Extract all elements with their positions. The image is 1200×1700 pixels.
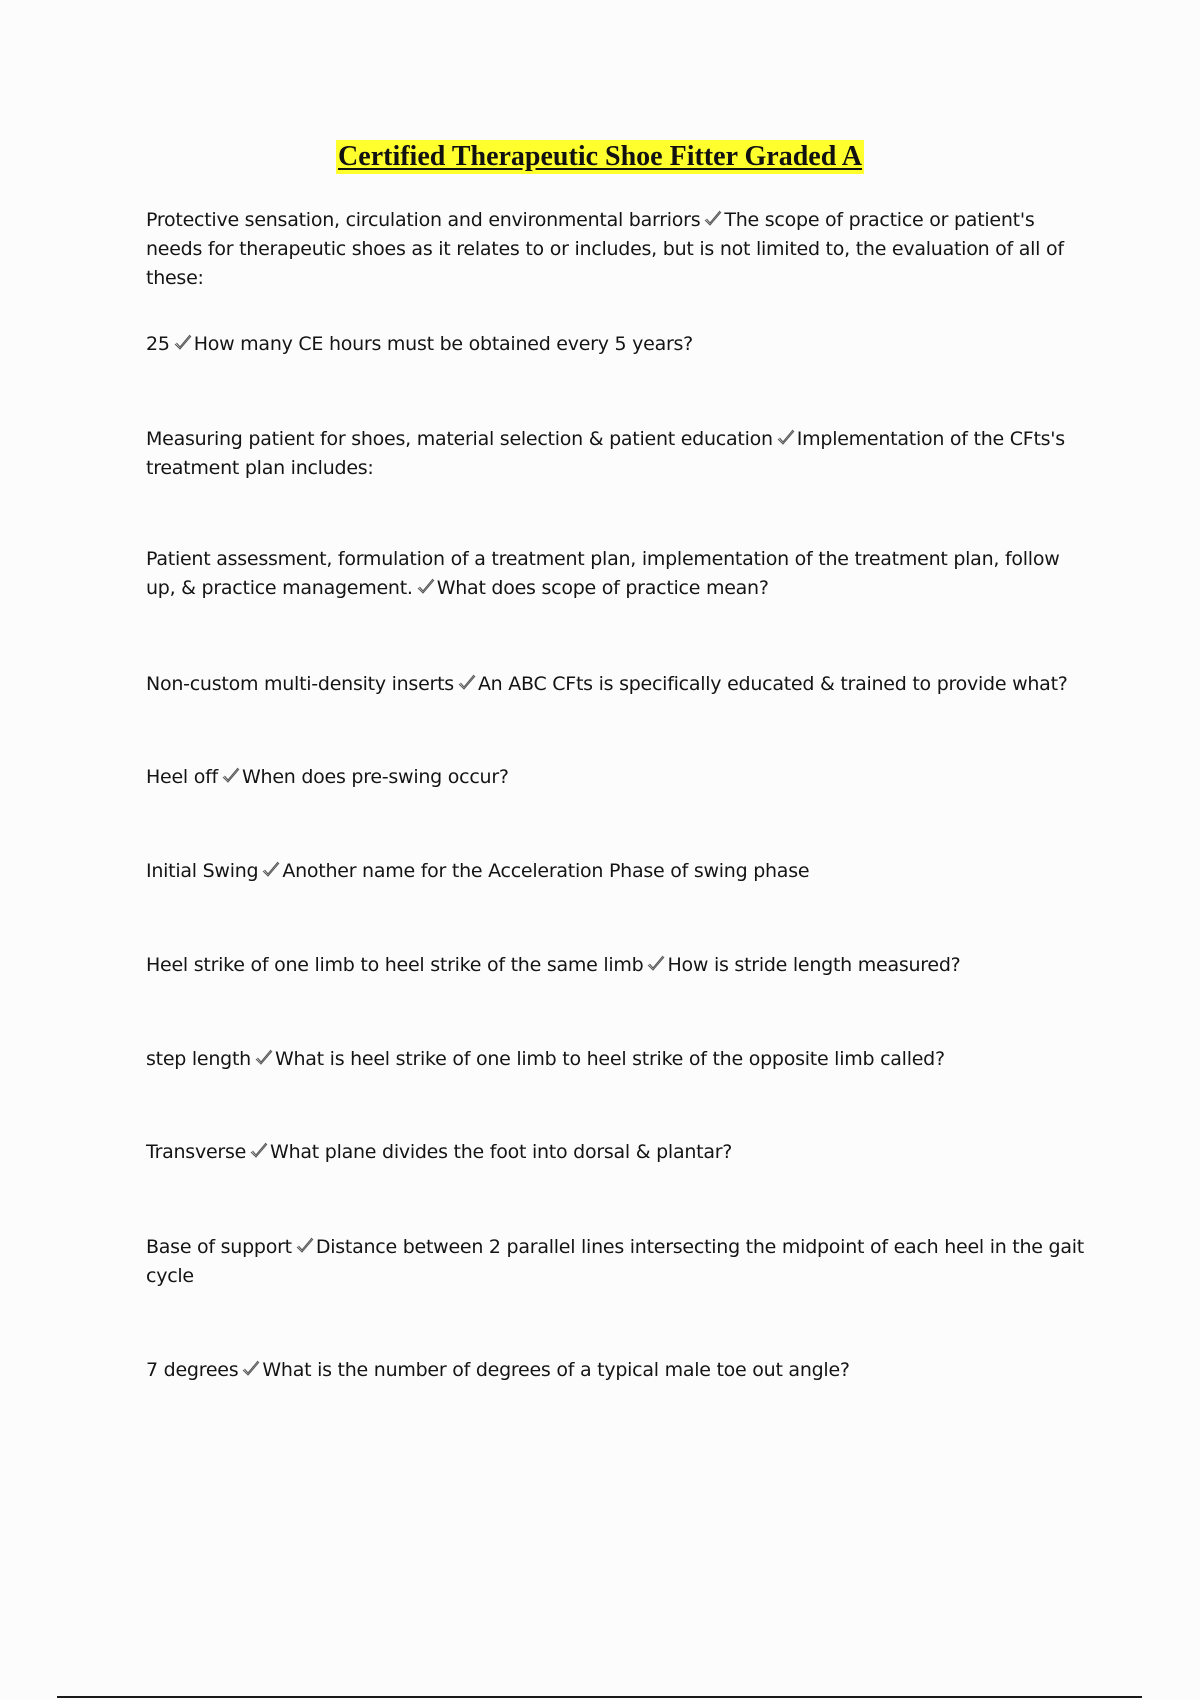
answer-text: Non-custom multi-density inserts [146,673,454,695]
qa-entry [146,951,1086,980]
question-text: An ABC CFts is specifically educated & trained to provide what? [477,673,1068,695]
question-text: The scope of practice or patient's needs for therapeutic shoes as it relates to or includes, but is not limited to, the evaluation of all of these: [146,209,1064,289]
check-mark-icon [295,1237,315,1255]
answer-text: Patient assessment, formulation of a treatment plan, implementation of the treatment plan, follow up, & practice management. [146,548,1060,599]
answer-text: step length [146,1048,251,1070]
check-mark-icon [703,210,723,228]
qa-entry [146,857,1086,886]
qa-entry [146,425,1086,483]
answer-text: Measuring patient for shoes, material selection & patient education [146,428,773,450]
answer-text: 25 [146,333,170,355]
qa-entry [146,1233,1086,1291]
question-text: What is heel strike of one limb to heel strike of the opposite limb called? [274,1048,945,1070]
question-text: What plane divides the foot into dorsal & plantar? [270,1141,733,1163]
check-mark-icon [457,674,477,692]
question-text: Implementation of the CFts's treatment plan includes: [146,428,1065,479]
check-mark-icon [254,1049,274,1067]
answer-text: Heel off [146,766,218,788]
answer-text: Heel strike of one limb to heel strike of the same limb [146,954,644,976]
document-title: Certified Therapeutic Shoe Fitter Graded A [338,141,862,172]
qa-entry [146,763,1086,792]
check-mark-icon [249,1142,269,1160]
qa-entry [146,670,1086,699]
check-mark-icon [416,578,436,596]
question-text: Distance between 2 parallel lines intersecting the midpoint of each heel in the gait cycle [146,1236,1084,1287]
question-text: What is the number of degrees of a typical male toe out angle? [262,1359,850,1381]
qa-entry [146,1045,1086,1074]
check-mark-icon [261,861,281,879]
question-text: How many CE hours must be obtained every 5 years? [193,333,694,355]
question-text: How is stride length measured? [667,954,961,976]
answer-text: Initial Swing [146,860,259,882]
check-mark-icon [173,334,193,352]
qa-entry [146,1356,1086,1385]
answer-text: Protective sensation, circulation and environmental barriors [146,209,701,231]
question-text: What does scope of practice mean? [436,577,769,599]
answer-text: 7 degrees [146,1359,239,1381]
answer-text: Base of support [146,1236,292,1258]
question-text: When does pre-swing occur? [242,766,509,788]
qa-entry [146,206,1086,293]
check-mark-icon [221,767,241,785]
qa-entry [146,545,1086,603]
check-mark-icon [241,1360,261,1378]
answer-text: Transverse [146,1141,247,1163]
check-mark-icon [776,429,796,447]
footer-divider [57,1696,1142,1698]
question-text: Another name for the Acceleration Phase of swing phase [282,860,810,882]
title-block [0,140,1200,174]
qa-entry [146,330,1086,359]
qa-entry [146,1138,1086,1167]
check-mark-icon [646,955,666,973]
